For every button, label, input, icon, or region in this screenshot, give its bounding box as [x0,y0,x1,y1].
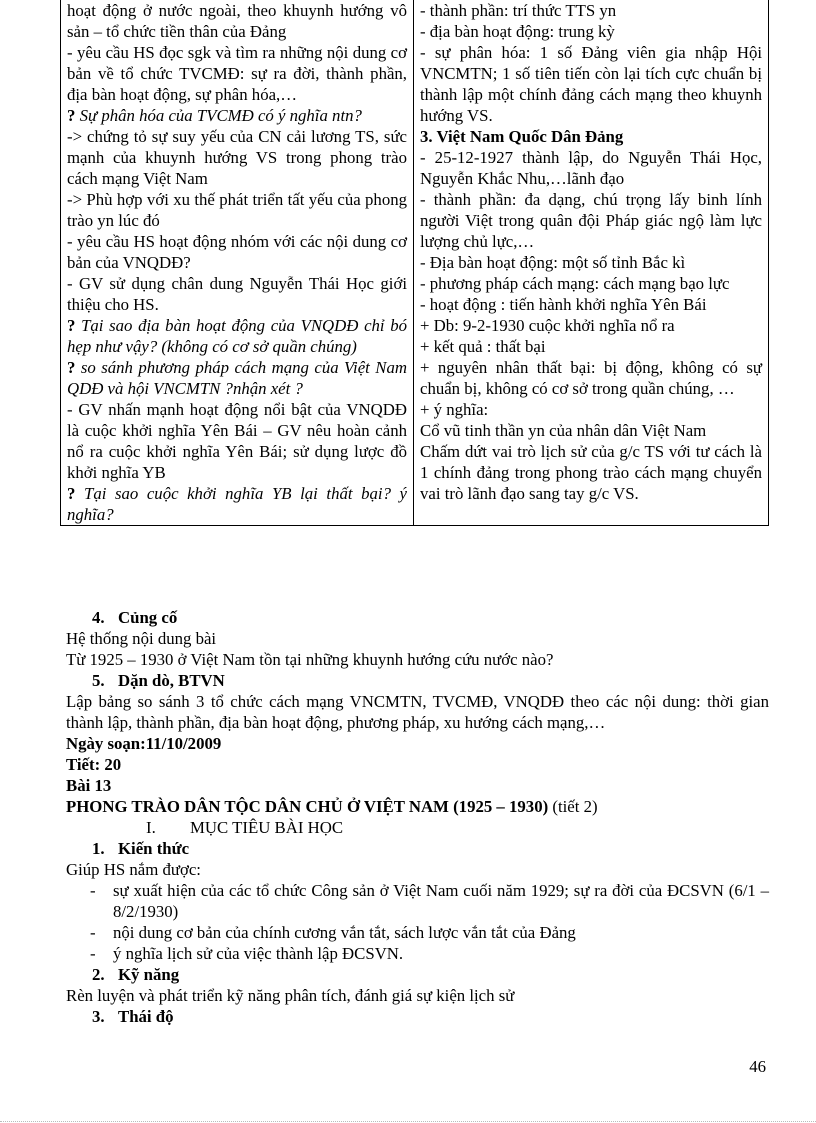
prep-date: Ngày soạn:11/10/2009 [66,734,222,753]
left-paragraph: - yêu cầu HS đọc sgk và tìm ra những nội dung cơ bản về tổ chức TVCMĐ: sự ra đời, thành phần, địa bàn hoạt động, sự phân hóa,… [67,43,407,104]
review-question: Từ 1925 – 1930 ở Việt Nam tồn tại những khuynh hướng cứu nước nào? [66,650,554,669]
right-paragraph: Chấm dứt vai trò lịch sử của g/c TS với tư cách là 1 chính đảng trong phong trào cách mạng chuyển vai trò lãnh đạo sang tay g/c VS. [420,442,762,503]
section-heading-dan-do: 5. Dặn dò, BTVN [92,671,225,690]
list-item: - ý nghĩa lịch sử của việc thành lập ĐCSVN. [66,943,769,964]
right-paragraph: - địa bàn hoạt động: trung kỳ [420,22,615,41]
lesson-continuation [66,607,769,1027]
content-cell [414,0,769,526]
lesson-number: Bài 13 [66,776,112,795]
left-paragraph: - GV sử dụng chân dung Nguyễn Thái Học giới thiệu cho HS. [67,274,407,314]
left-paragraph: - GV nhấn mạnh hoạt động nổi bật của VNQDĐ là cuộc khởi nghĩa Yên Bái – GV nêu hoàn cảnh nổ ra cuộc khởi nghĩa Yên Bái; sử dụng lược đồ khởi nghĩa YB [67,400,407,482]
page-number: 46 [749,1057,766,1076]
right-paragraph: - phương pháp cách mạng: cách mạng bạo lực [420,274,730,293]
lesson-table [60,0,769,526]
right-paragraph: + kết quả : thất bại [420,337,546,356]
left-paragraph: ? Tại sao địa bàn hoạt động của VNQDĐ chỉ bó hẹp như vậy? (không có cơ sở quần chúng) [67,315,407,357]
lesson-title: PHONG TRÀO DÂN TỘC DÂN CHỦ Ở VIỆT NAM (1925 – 1930) (tiết 2) [66,797,598,816]
right-paragraph: - thành phần: trí thức TTS yn [420,1,617,20]
review-line: Hệ thống nội dung bài [66,629,217,648]
page-bottom-divider [0,1121,816,1122]
homework-text: Lập bảng so sánh 3 tổ chức cách mạng VNCMTN, TVCMĐ, VNQDĐ theo các nội dung: thời gian thành lập, thành phần, địa bàn hoạt động, phương pháp, xu hướng cách mạng,… [66,692,769,732]
right-paragraph: - Địa bàn hoạt động: một số tỉnh Bắc kì [420,253,686,272]
left-paragraph: -> chứng tỏ sự suy yếu của CN cải lương TS, sức mạnh của khuynh hướng VS trong phong trào cách mạng Việt Nam [67,127,407,188]
left-paragraph: ? Sự phân hóa của TVCMĐ có ý nghĩa ntn? [67,105,407,126]
right-paragraph: + Db: 9-2-1930 cuộc khởi nghĩa nổ ra [420,316,675,335]
table-row [61,0,769,526]
left-paragraph: - yêu cầu HS hoạt động nhóm với các nội dung cơ bản của VNQDĐ? [67,232,407,272]
left-paragraph: ? Tại sao cuộc khởi nghĩa YB lại thất bại? ý nghĩa? [67,483,407,525]
teacher-activity-cell [61,0,414,526]
left-paragraph: hoạt động ở nước ngoài, theo khuynh hướng vô sản – tổ chức tiền thân của Đảng [67,1,407,41]
right-paragraph: 3. Việt Nam Quốc Dân Đảng [420,127,624,146]
left-paragraph: ? so sánh phương pháp cách mạng của Việt Nam QDĐ và hội VNCMTN ?nhận xét ? [67,357,407,399]
right-paragraph: - thành phần: đa dạng, chú trọng lấy binh lính người Việt trong quân đội Pháp giác ngộ làm lực lượng chủ lực,… [420,190,762,251]
list-item: - sự xuất hiện của các tổ chức Công sản ở Việt Nam cuối năm 1929; sự ra đời của ĐCSVN (6/1 – 8/2/1930) [66,880,769,922]
right-paragraph: - sự phân hóa: 1 số Đảng viên gia nhập Hội VNCMTN; 1 số tiên tiến còn lại tích cực chuẩn bị thành lập một chính đảng cách mạng theo khuynh hướng VS. [420,43,762,125]
knowledge-list [66,880,769,964]
section-heading-ky-nang: 2. Kỹ năng [92,965,180,984]
left-paragraph: -> Phù hợp với xu thế phát triển tất yếu của phong trào yn lúc đó [67,190,407,230]
right-paragraph: - hoạt động : tiến hành khởi nghĩa Yên Bái [420,295,707,314]
right-paragraph: + ý nghĩa: [420,400,489,419]
right-paragraph: - 25-12-1927 thành lập, do Nguyễn Thái Học, Nguyễn Khắc Nhu,…lãnh đạo [420,148,762,188]
knowledge-intro: Giúp HS nắm được: [66,860,201,879]
section-heading-thai-do: 3. Thái độ [92,1007,174,1026]
objectives-heading: I. MỤC TIÊU BÀI HỌC [146,818,344,837]
section-heading-cung-co: 4. Củng cố [92,608,178,627]
skills-text: Rèn luyện và phát triển kỹ năng phân tích, đánh giá sự kiện lịch sử [66,986,515,1005]
list-item: - nội dung cơ bản của chính cương vắn tắt, sách lược vắn tắt của Đảng [66,922,769,943]
section-heading-kien-thuc: 1. Kiến thức [92,839,190,858]
period-number: Tiết: 20 [66,755,122,774]
right-paragraph: Cổ vũ tinh thần yn của nhân dân Việt Nam [420,421,707,440]
right-paragraph: + nguyên nhân thất bại: bị động, không có sự chuẩn bị, không có cơ sở trong quần chúng, … [420,358,762,398]
